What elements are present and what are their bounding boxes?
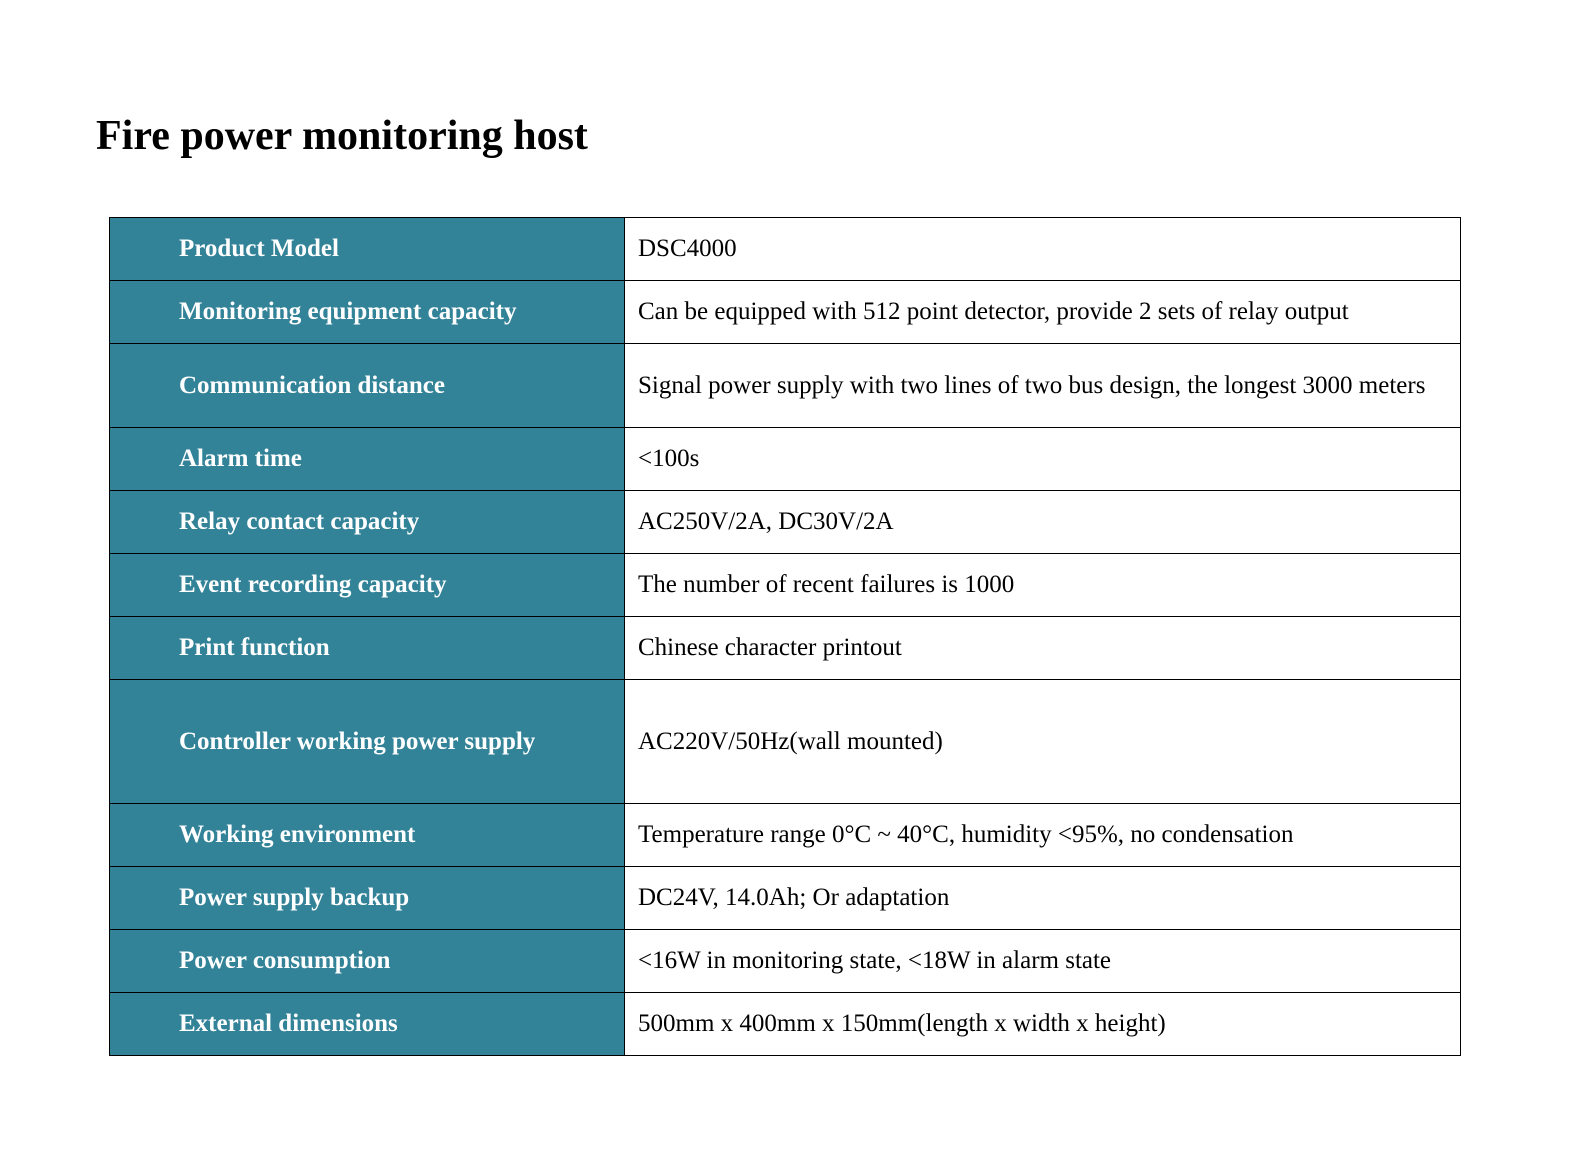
table-row-event-recording — [110, 554, 1461, 617]
row-label: Power consumption — [110, 930, 625, 993]
row-label: Power supply backup — [110, 867, 625, 930]
row-label: Print function — [110, 617, 625, 680]
row-value: DC24V, 14.0Ah; Or adaptation — [625, 867, 1461, 930]
row-value: <16W in monitoring state, <18W in alarm state — [625, 930, 1461, 993]
row-label: Working environment — [110, 804, 625, 867]
table-row-external-dimensions — [110, 993, 1461, 1056]
row-label: Communication distance — [110, 344, 625, 428]
spec-table — [109, 217, 1461, 1056]
table-row-print-function — [110, 617, 1461, 680]
row-value: Signal power supply with two lines of two bus design, the longest 3000 meters — [625, 344, 1461, 428]
table-row-alarm-time — [110, 428, 1461, 491]
row-value: AC220V/50Hz(wall mounted) — [625, 680, 1461, 804]
table-row-product-model — [110, 218, 1461, 281]
table-row-working-power — [110, 680, 1461, 804]
table-row-monitoring-capacity — [110, 281, 1461, 344]
row-value: AC250V/2A, DC30V/2A — [625, 491, 1461, 554]
row-label: Event recording capacity — [110, 554, 625, 617]
row-label: Relay contact capacity — [110, 491, 625, 554]
row-label: Monitoring equipment capacity — [110, 281, 625, 344]
row-label: Controller working power supply — [110, 680, 625, 804]
page-title: Fire power monitoring host — [96, 113, 588, 159]
row-label: Alarm time — [110, 428, 625, 491]
table-row-power-consumption — [110, 930, 1461, 993]
row-value: DSC4000 — [625, 218, 1461, 281]
table-row-working-environment — [110, 804, 1461, 867]
row-label: Product Model — [110, 218, 625, 281]
table-row-communication-distance — [110, 344, 1461, 428]
row-label: External dimensions — [110, 993, 625, 1056]
row-value: 500mm x 400mm x 150mm(length x width x height) — [625, 993, 1461, 1056]
row-value: Chinese character printout — [625, 617, 1461, 680]
row-value: Temperature range 0°C ~ 40°C, humidity <95%, no condensation — [625, 804, 1461, 867]
table-row-power-backup — [110, 867, 1461, 930]
row-value: Can be equipped with 512 point detector, provide 2 sets of relay output — [625, 281, 1461, 344]
table-row-relay-contact — [110, 491, 1461, 554]
row-value: <100s — [625, 428, 1461, 491]
row-value: The number of recent failures is 1000 — [625, 554, 1461, 617]
